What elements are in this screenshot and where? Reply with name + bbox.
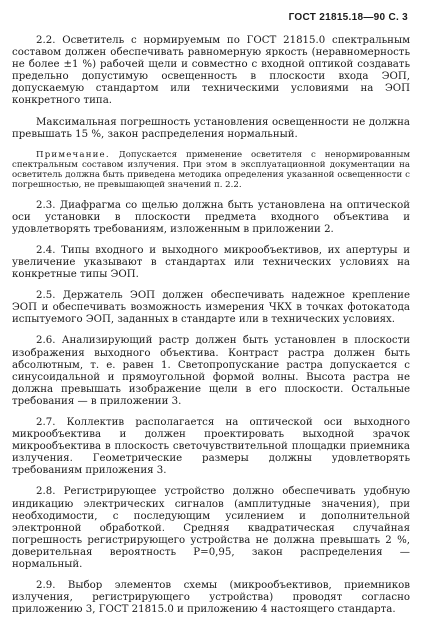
paragraph-2-3: 2.3. Диафрагма со щелью должна быть установлена на оптической оси установки в плоскости предмета входного объектива и удовлетворять требованиям, изложенным в приложении 2. — [12, 199, 410, 235]
note-label: Примечание. — [36, 149, 110, 160]
page-header: ГОСТ 21815.18—90 С. 3 — [288, 12, 408, 23]
paragraph-2-4: 2.4. Типы входного и выходного микрообъективов, их апертуры и увеличение указывают в стандартах или технических условиях на конкретные типы ЭОП. — [12, 244, 410, 281]
note — [12, 150, 410, 191]
paragraph-2-8: 2.8. Регистрирующее устройство должно обеспечивать удобную индикацию электрических сигналов (амплитудные значения), при необходимости, с последующим усилением и дополнительной электронной обработкой. Средняя квадратическая случайная погрешность регистрирующего устройства не должна превышать 2 %, доверительная вероятность P=0,95, закон распределения — нормальный. — [12, 486, 410, 570]
paragraph-2-5: 2.5. Держатель ЭОП должен обеспечивать надежное крепление ЭОП и обеспечивать возможность измерения ЧКХ в точках фотокатода испытуемого ЭОП, заданных в стандарте или в технических условиях. — [12, 290, 410, 326]
paragraph-2-9: 2.9. Выбор элементов схемы (микрообъективов, приемников излучения, регистрирующего устройства) проводят согласно приложению 3, ГОСТ 21815.0 и приложению 4 настоящего стандарта. — [12, 580, 410, 616]
paragraph-2-2-error: Максимальная погрешность установления освещенности не должна превышать 15 %, закон распределения нормальный. — [12, 116, 410, 140]
note-text: Допускается применение осветителя с ненормированным спектральным составом излучения. При этом в эксплуатационной документации на осветитель должна быть приведена методика определения указанной освещенности с погрешностью, не превышающей значений п. 2.2. — [12, 149, 411, 191]
paragraph-2-2: 2.2. Осветитель с нормируемым по ГОСТ 21815.0 спектральным составом должен обеспечивать равномерную яркость (неравномерность не более ±1 %) рабочей щели и совместно с входной оптикой создавать предельно допустимую освещенность в плоскости входа ЭОП, допускаемую стандартом или техническими условиями на ЭОП конкретного типа. — [12, 35, 410, 107]
paragraph-2-7: 2.7. Коллектив располагается на оптической оси выходного микрообъектива и должен проектировать выходной зрачок микрообъектива в плоскость светочувствительной площадки приемника излучения. Геометрические размеры должны удовлетворять требованиям приложения 3. — [12, 416, 410, 477]
paragraph-2-6: 2.6. Анализирующий растр должен быть установлен в плоскости изображения выходного объектива. Контраст растра должен быть абсолютным, т. е. равен 1. Светопропускание растра допускается с синусоидальной и прямоугольной формой волны. Высота растра не должна превышать изображение щели в его плоскости. Остальные требования — в приложении 3. — [12, 335, 410, 407]
